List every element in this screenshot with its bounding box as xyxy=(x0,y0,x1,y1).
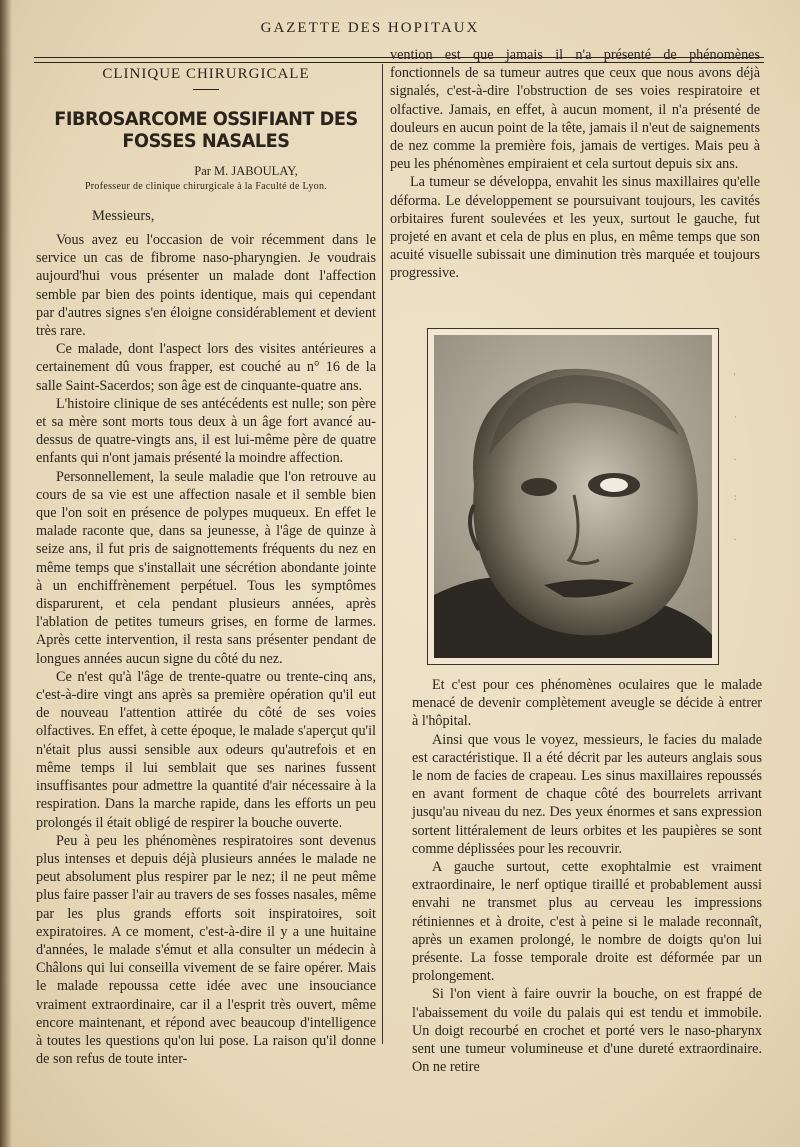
paragraph: Vous avez eu l'occasion de voir récemment dans le service un cas de fibrome naso-pharyngien. Je voudrais aujourd'hui vous présenter un malade dont l'affection semble par bien des points identique, mais qui cependant par d'autres signes s'en éloigne considérablement et devient très rare. xyxy=(36,232,376,340)
paragraph: Ainsi que vous le voyez, messieurs, le facies du malade est caractéristique. Il a été décrit par les auteurs anglais sous le nom de facies de crapeau. Les sinus maxillaires repoussés en avant forment de chaque côté des bourrelets arrivant jusqu'au niveau du nez. Des yeux énormes et sans expression sortent littéralement de leurs orbites et les paupières se sont comme déplissées pour les recouvrir. xyxy=(412,731,762,857)
paragraph: vention est que jamais il n'a présenté de phénomènes fonctionnels de sa tumeur autres que ceux que nous avons déjà signalés, c'est-à-dire l'obstruction de ses voies respiratoire et olfactive. Jamais, en effet, à aucun moment, il n'a présenté de douleurs en aucun point de la tête, jamais il n'eut de saignements de nez comme la première fois, jamais de vertiges. Mais peu à peu les phénomènes empiraient et cela surtout depuis six ans. xyxy=(390,47,760,173)
paragraph: Si l'on vient à faire ouvrir la bouche, on est frappé de l'abaissement du voile du palais qui est tendu et immobile. Un doigt recourbé en crochet et porté vers le naso-pharynx sent une tumeur volumineuse et d'une dureté extraordinaire. On ne retire xyxy=(412,986,762,1076)
paragraph: Ce malade, dont l'aspect lors des visites antérieures a certainement dû vous frapper, est couché au n° 16 de la salle Saint-Sacerdos; son âge est de cinquante-quatre ans. xyxy=(36,341,376,394)
binding-edge xyxy=(0,0,12,1147)
paragraph: Peu à peu les phénomènes respiratoires sont devenus plus intenses et depuis déjà plusieurs années le malade ne peut absolument plus respirer par le nez; il ne peut même plus faire passer l'air au travers de ses fosses nasales, même par les plus grands efforts soit inspiratoires, soit expiratoires. A ce moment, c'est-à-dire il y a une huitaine d'années, le malade s'émut et alla consulter un médecin à Châlons qui lui conseilla vivement de se faire opérer. Mais le malade repoussa cette idée avec une insouciance vraiment extraordinaire, car il a l'esprit très ouvert, même encore maintenant, et répond avec beaucoup d'intelligence à toutes les questions qu'on lui pose. La raison qu'il donne de son refus de toute inter- xyxy=(36,832,376,1068)
article-title: FIBROSARCOME OSSIFIANT DES FOSSES NASALES xyxy=(54,108,358,152)
paragraph: Et c'est pour ces phénomènes oculaires que le malade menacé de devenir complètement aveugle se décide à entrer à l'hôpital. xyxy=(412,677,762,730)
paragraph: A gauche surtout, cette exophtalmie est vraiment extraordinaire, le nerf optique tiraillé et probablement aussi envahi ne transmet plus au cerveau les impressions rétiniennes et à droite, c'est à peine si le malade reconnaît, après un examen prolongé, le nombre de doigts qu'on lui présente. La fosse temporale droite est déformée par un prolongement. xyxy=(412,859,762,985)
right-column-bottom xyxy=(412,676,762,1076)
section-rule xyxy=(193,89,219,90)
left-column xyxy=(36,66,376,1068)
salutation: Messieurs, xyxy=(92,208,155,224)
column-divider xyxy=(382,64,383,1044)
paragraph: L'histoire clinique de ses antécédents est nulle; son père et sa mère sont morts tous deux à un âge fort avancé au-dessus de quatre-vingts ans, il est lui-même père de quatre enfants qui n'ont jamais présenté la moindre affection. xyxy=(36,395,376,467)
paragraph: Personnellement, la seule maladie que l'on retrouve au cours de sa vie est une affection nasale et il semble bien que l'on soit en présence de polypes muqueux. En effet le malade raconte que, dans sa jeunesse, à l'âge de quinze à seize ans, il fut pris de saignottements fréquents du nez en même temps que s'installait une sécrétion abondante jointe à un enchiffrènement perpétuel. Tous les symptômes disparurent, et cela pendant plusieurs années, après l'ablation de petites tumeurs grises, en forme de larmes. Après cette intervention, il resta sans présenter pendant de longues années aucun signe du côté du nez. xyxy=(36,468,376,667)
paragraph: La tumeur se développa, envahit les sinus maxillaires qu'elle déforma. Le développement se poursuivant toujours, les cavités orbitaires furent soulevées et les yeux, surtout le gauche, fut projeté en avant et cela de plus en plus, en même temps que son acuité visuelle subissait une diminution très marquée et toujours progressive. xyxy=(390,174,760,282)
right-column-top xyxy=(390,46,760,283)
running-head: GAZETTE DES HOPITAUX xyxy=(260,20,480,36)
portrait-image xyxy=(434,335,712,658)
section-heading: CLINIQUE CHIRURGICALE xyxy=(102,66,310,82)
patient-photograph xyxy=(427,328,719,665)
margin-marks: ' · . : . xyxy=(734,372,737,542)
author-byline: Par M. JABOULAY, xyxy=(194,164,298,178)
author-affiliation: Professeur de clinique chirurgicale à la Faculté de Lyon. xyxy=(84,181,328,192)
paragraph: Ce n'est qu'à l'âge de trente-quatre ou trente-cinq ans, c'est-à-dire vingt ans après sa première opération qu'il eut de nouveau l'attention attirée du côté de ses voies olfactives. En effet, à cette époque, le malade s'aperçut qu'il n'était plus aussi sensible aux odeurs qu'autrefois et en même temps il lui semblait que ses narines fussent insuffisantes pour admettre la quantité d'air nécessaire à la respiration. Dans la marche rapide, dans les efforts un peu prolongés il était obligé de respirer la bouche ouverte. xyxy=(36,668,376,831)
